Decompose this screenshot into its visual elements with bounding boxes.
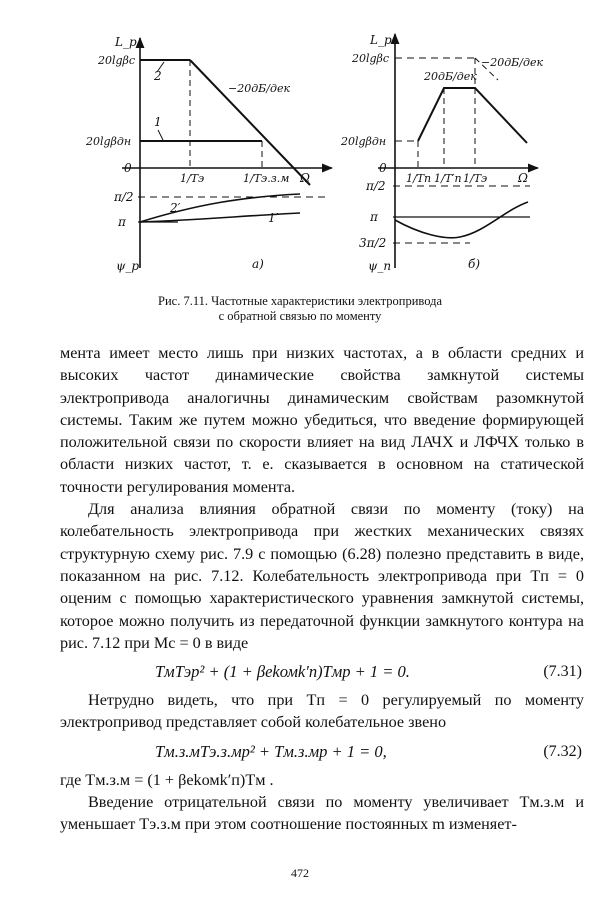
- panel-b-tick-3: 1/Tэ: [463, 172, 488, 185]
- paragraph-3: Нетрудно видеть, что при Tп = 0 регулируемый по моменту электропривод представляет собой колебательное звено: [60, 691, 584, 732]
- caption-line-1: Рис. 7.11. Частотные характеристики электропривода: [158, 294, 442, 308]
- panel-a-psi: ψ_p: [116, 259, 140, 273]
- panel-b-slope-up: 20дБ/дек: [424, 70, 477, 83]
- panel-b-zero-label: 0: [379, 161, 387, 175]
- panel-b-y-label-top: 20lgβc: [352, 52, 390, 65]
- figure-7-11: [0, 0, 600, 290]
- equation-7-32-formula: Tм.з.мTэ.з.мp² + Tм.з.мp + 1 = 0,: [155, 741, 387, 761]
- paragraph-1: мента имеет место лишь при низких частотах, а в области средних и высоких частот динамические свойства замкнутой системы электропривода аналогичны динамическим свойствам разомкнутой системы. Таким же путем можно убедиться, что введение формирующей положительной связи по скорости влияет на вид ЛАЧХ и ЛФЧХ только в области низких частот, т. е. сказывается в основном на статической точности регулирования момента.: [60, 344, 584, 496]
- panel-b-amplitude-curve: [418, 88, 527, 143]
- panel-b-slope-down: −20дБ/дек: [481, 56, 544, 69]
- figure-caption: [60, 294, 540, 324]
- panel-a-letter: а): [252, 257, 264, 271]
- panel-a-tick-1: 1/Tэ: [180, 172, 205, 185]
- panel-a-pi: π: [118, 215, 126, 229]
- equation-7-32-number: (7.32): [543, 742, 582, 760]
- panel-a-zero-label: 0: [124, 161, 132, 175]
- paragraph-2: Для анализа влияния обратной связи по моменту (току) на колебательность электропривода при жестких механических связях структурную схему рис. 7.9 с помощью (6.28) полезно представить в виде, показанном на рис. 7.12. Колебательность электропривода при Tп = 0 оценим с помощью характеристического уравнения замкнутой системы, которое можно получить из передаточной функции замкнутого контура на рис. 7.12 при Mс = 0 в виде: [60, 500, 584, 652]
- equation-7-31: [60, 654, 584, 689]
- panel-b-pi-half: π/2: [366, 179, 386, 193]
- panel-a-slope-label: −20дБ/дек: [228, 82, 291, 95]
- equation-7-31-formula: TмTэp² + (1 + βеkомk′п)Tмp + 1 = 0.: [155, 662, 410, 682]
- panel-b-letter: б): [468, 257, 481, 271]
- equation-7-32: [60, 734, 584, 769]
- panel-a-tick-2: 1/Tэ.з.м: [243, 172, 290, 185]
- panel-b-pi: π: [370, 210, 378, 224]
- panel-a: [85, 35, 332, 273]
- panel-b-tick-2: 1/T′п: [434, 172, 462, 185]
- panel-b-psi: ψ_п: [368, 259, 392, 273]
- panel-a-y-axis-label: L_p: [115, 35, 137, 49]
- panel-a-y-label-mid: 20lgβдн: [86, 135, 132, 148]
- panel-b-omega: Ω: [518, 171, 528, 185]
- panel-a-pi-half: π/2: [114, 190, 134, 204]
- panel-b-y-label-mid: 20lgβдн: [341, 135, 387, 148]
- panel-a-omega: Ω: [300, 171, 310, 185]
- where-line: где Tм.з.м = (1 + βеkомk′п)Tм .: [60, 770, 274, 789]
- panel-b-three-pi-half: 3π/2: [359, 236, 387, 250]
- panel-a-y-label-top: 20lgβc: [98, 54, 136, 67]
- panel-b-tick-1: 1/Tп: [406, 172, 432, 185]
- panel-a-amplitude-curve-2: [190, 60, 310, 185]
- page-number: 472: [291, 866, 309, 880]
- panel-b-y-axis-label: L_p: [370, 33, 392, 47]
- caption-line-2: с обратной связью по моменту: [218, 309, 382, 323]
- panel-a-curve-1p-label: 1′: [268, 211, 279, 225]
- paragraph-4: Введение отрицательной связи по моменту увеличивает Tм.з.м и уменьшает Tэ.з.м при этом соотношение постоянных m изменяет-: [60, 793, 584, 834]
- body-text: [60, 342, 584, 836]
- equation-7-31-number: (7.31): [543, 663, 582, 681]
- panel-a-label-leader-1: [158, 130, 163, 140]
- panel-a-curve-2p-label: 2′: [170, 201, 181, 215]
- panel-b: [340, 33, 543, 273]
- panel-b-phase-curve: [395, 202, 528, 238]
- panel-a-curve-2-label: 2: [154, 69, 162, 83]
- panel-a-curve-1-label: 1: [154, 115, 162, 129]
